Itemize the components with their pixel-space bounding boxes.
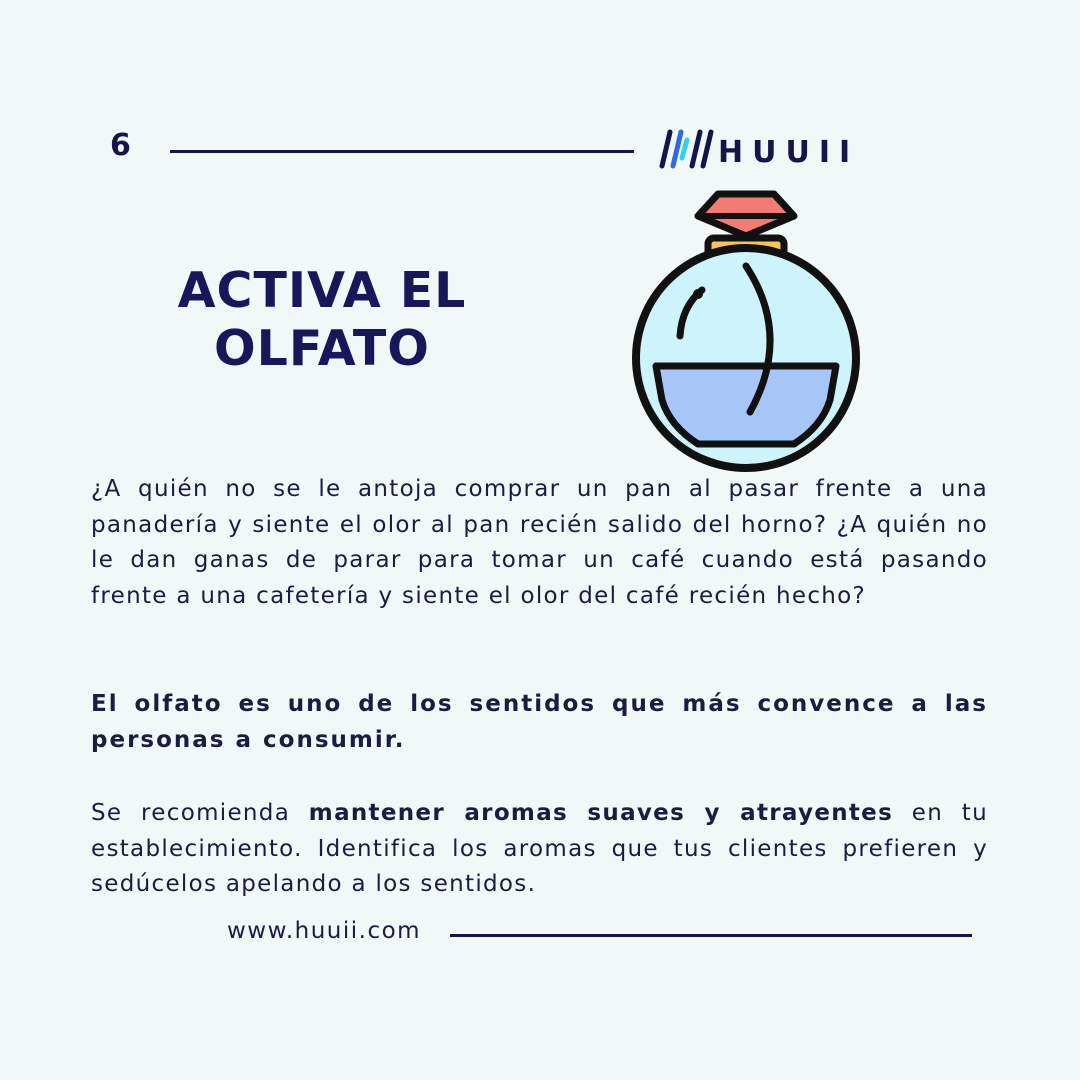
recommendation-text-bold: mantener aromas suaves y atrayentes — [308, 800, 894, 826]
intro-paragraph: ¿A quién no se le antoja comprar un pan al pasar frente a una panadería y siente el olor al pan recién salido del horno? ¿A quién no le dan ganas de parar para tomar un café cuando está pasando frente a una cafetería y siente el olor del café recién hecho? — [91, 476, 988, 609]
logo-mark-icon — [652, 126, 716, 172]
header-divider — [170, 150, 634, 153]
highlight-paragraph: El olfato es uno de los sentidos que más convence a las personas a consumir. — [91, 691, 988, 753]
footer-divider — [450, 934, 972, 937]
recommendation-paragraph — [91, 796, 988, 903]
page-number: 6 — [110, 128, 131, 163]
brand-logo — [652, 126, 859, 172]
page-title — [172, 262, 472, 378]
website-link[interactable]: www.huuii.com — [227, 918, 422, 944]
recommendation-text-start: Se recomienda — [91, 800, 309, 826]
perfume-bottle-icon — [626, 186, 866, 472]
title-line-2: OLFATO — [214, 320, 430, 377]
brand-name: HUUII — [718, 134, 860, 170]
title-line-1: ACTIVA EL — [177, 262, 467, 319]
recommendation-text-end: en tu establecimiento. Identifica los aromas que tus clientes prefieren y sedúcelos apelando a los sentidos. — [91, 800, 989, 897]
